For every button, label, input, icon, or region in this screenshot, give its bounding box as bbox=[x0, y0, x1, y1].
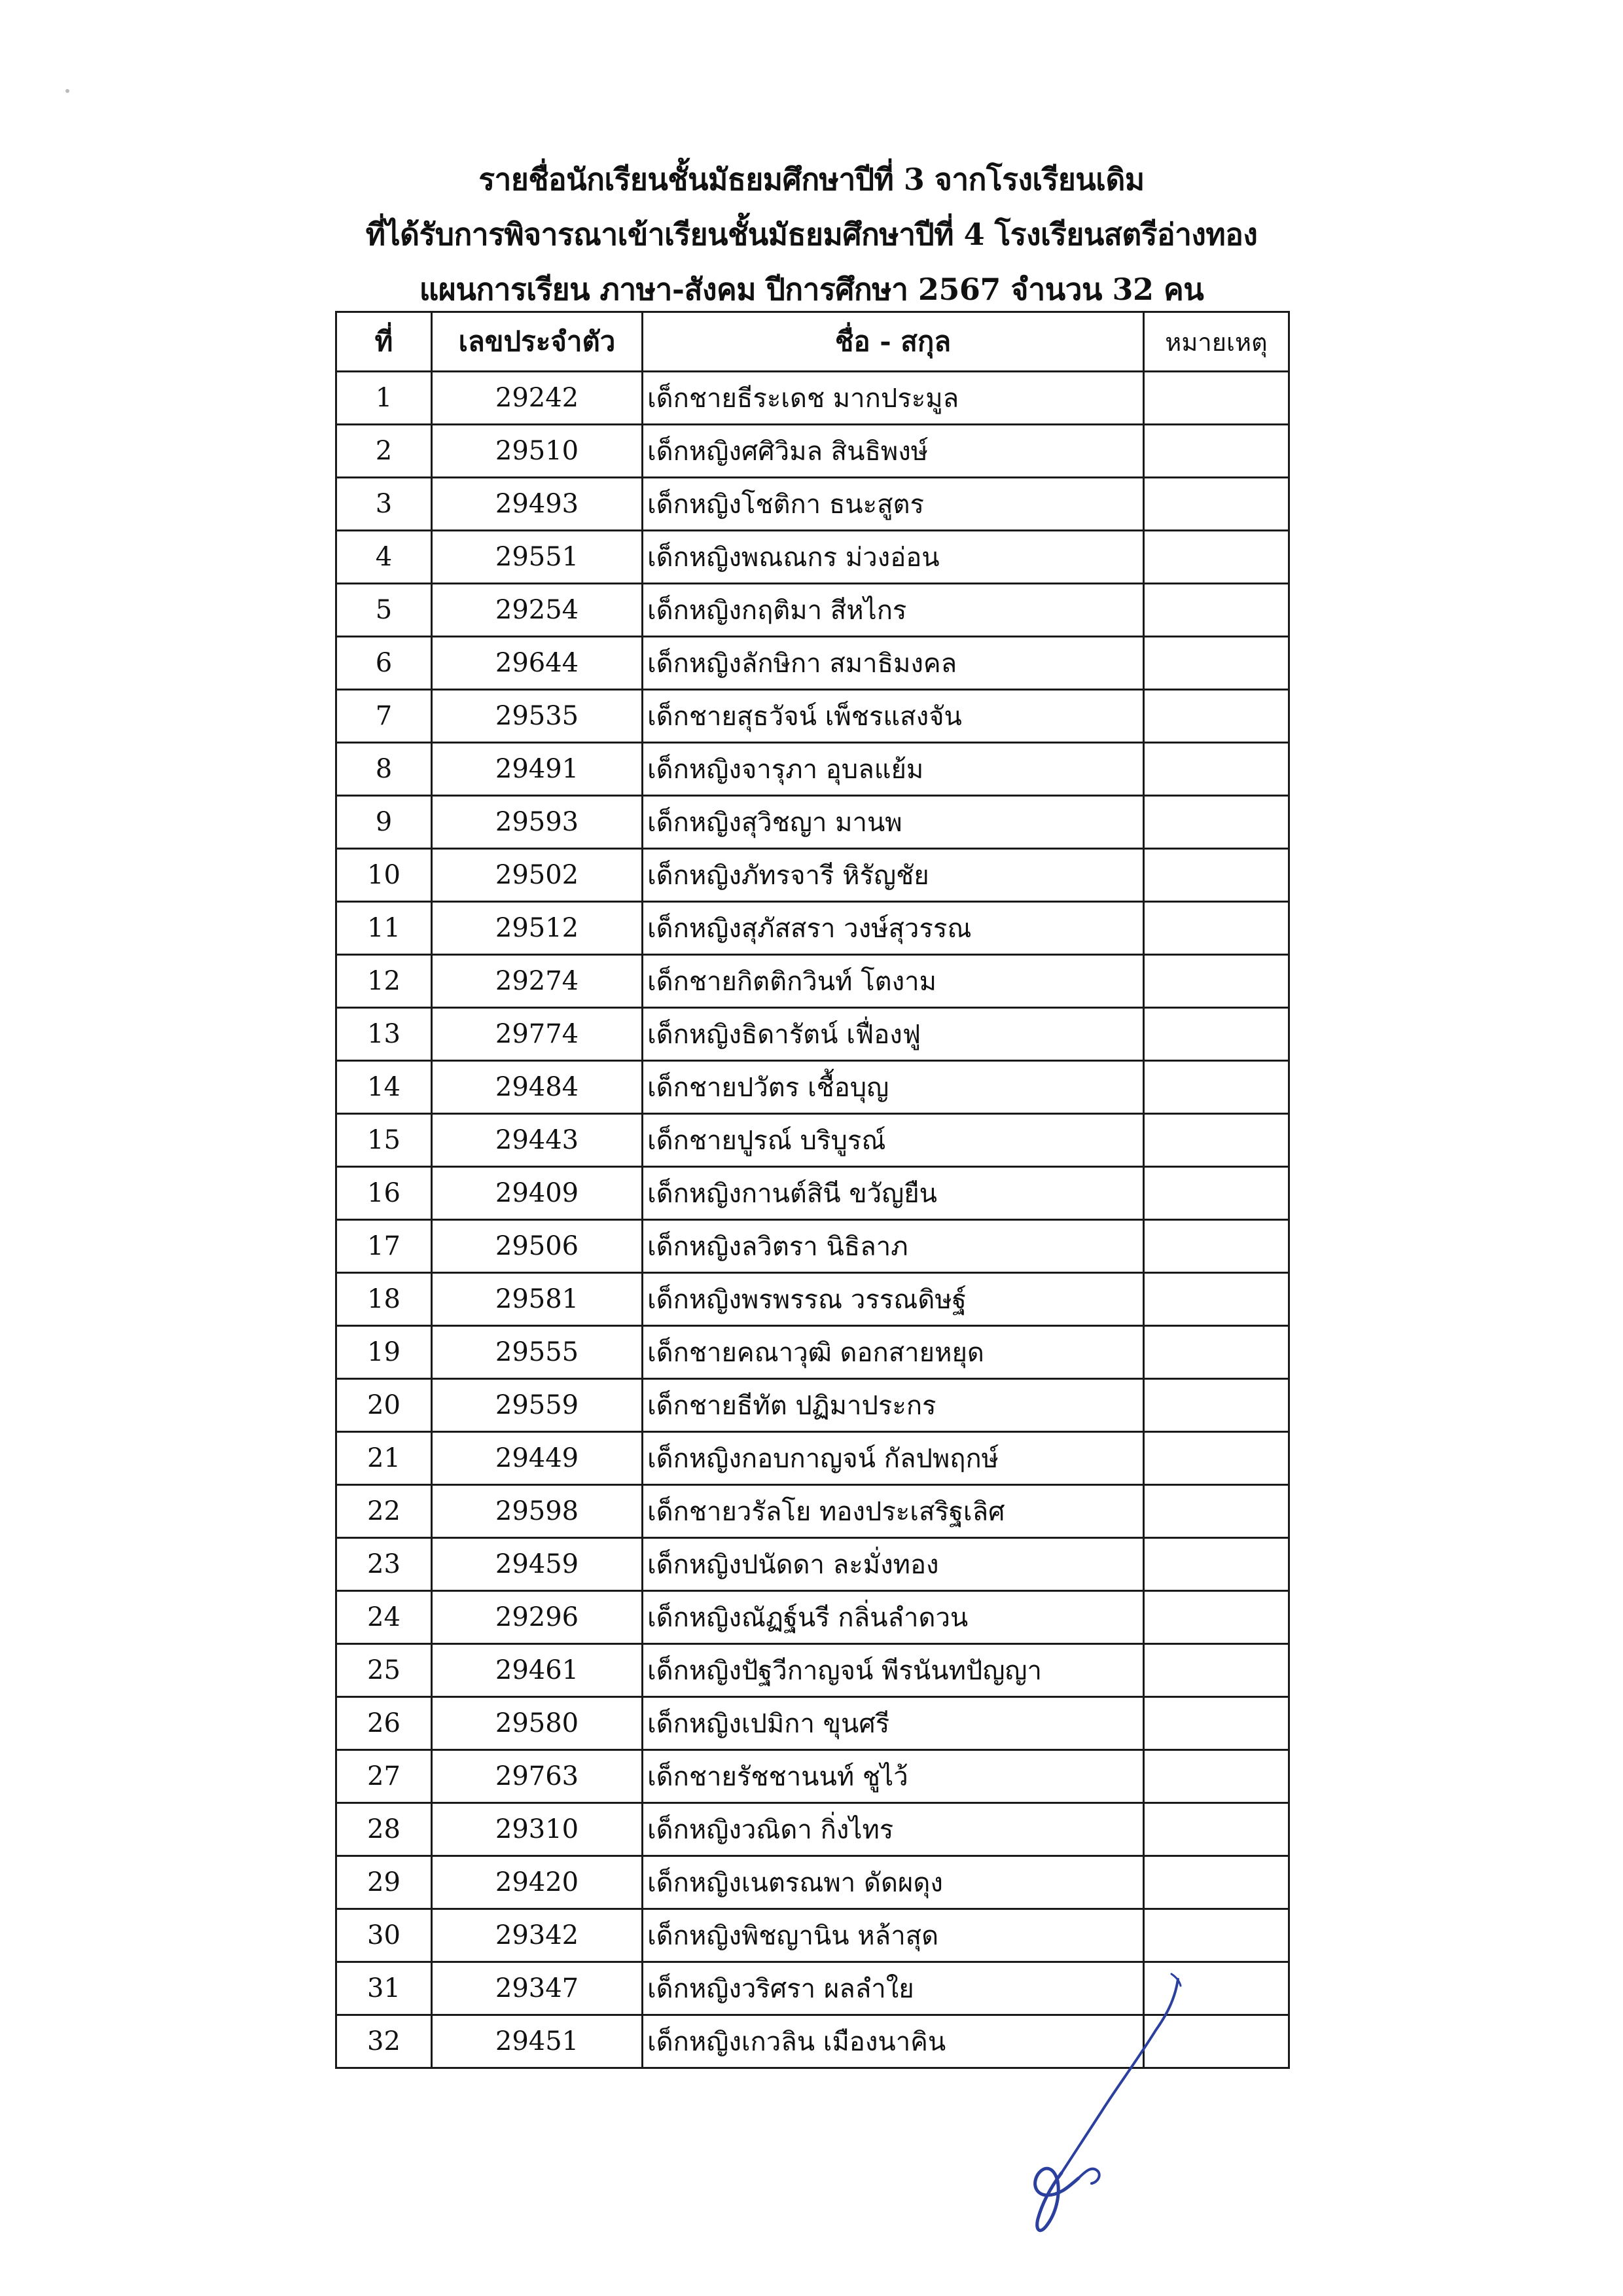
row-number: 6 bbox=[336, 637, 432, 690]
row-number: 14 bbox=[336, 1061, 432, 1114]
col-header-remarks: หมายเหตุ bbox=[1144, 312, 1289, 372]
remark bbox=[1144, 1114, 1289, 1167]
student-name: เด็กหญิงเปมิกา ขุนศรี bbox=[643, 1697, 1144, 1750]
row-number: 29 bbox=[336, 1856, 432, 1909]
table-row bbox=[336, 796, 1289, 849]
student-name: เด็กชายคณาวุฒิ ดอกสายหยุด bbox=[643, 1326, 1144, 1379]
remark bbox=[1144, 1750, 1289, 1803]
remark bbox=[1144, 1432, 1289, 1485]
student-id: 29449 bbox=[432, 1432, 643, 1485]
table-row bbox=[336, 2015, 1289, 2068]
remark bbox=[1144, 2015, 1289, 2068]
remark bbox=[1144, 796, 1289, 849]
student-id: 29491 bbox=[432, 743, 643, 796]
title-line-1: รายชื่อนักเรียนชั้นมัธยมศึกษาปีที่ 3 จากโรงเรียนเดิม bbox=[478, 162, 1145, 197]
table-row bbox=[336, 1008, 1289, 1061]
table-row bbox=[336, 955, 1289, 1008]
student-name: เด็กหญิงธิดารัตน์ เฟื่องฟู bbox=[643, 1008, 1144, 1061]
row-number: 24 bbox=[336, 1591, 432, 1644]
student-name: เด็กหญิงพณณกร ม่วงอ่อน bbox=[643, 531, 1144, 584]
table-row bbox=[336, 902, 1289, 955]
table-row bbox=[336, 637, 1289, 690]
table-row bbox=[336, 1591, 1289, 1644]
student-name: เด็กหญิงภัทรจารี หิรัญชัย bbox=[643, 849, 1144, 902]
remark bbox=[1144, 637, 1289, 690]
remark bbox=[1144, 1167, 1289, 1220]
scan-speck bbox=[65, 89, 69, 93]
table-row bbox=[336, 531, 1289, 584]
student-name: เด็กหญิงเกวลิน เมืองนาคิน bbox=[643, 2015, 1144, 2068]
remark bbox=[1144, 372, 1289, 425]
remark bbox=[1144, 1220, 1289, 1273]
row-number: 21 bbox=[336, 1432, 432, 1485]
row-number: 25 bbox=[336, 1644, 432, 1697]
table-row bbox=[336, 1432, 1289, 1485]
student-name: เด็กหญิงศศิวิมล สินธิพงษ์ bbox=[643, 425, 1144, 478]
student-name: เด็กชายสุธวัจน์ เพ็ชรแสงจัน bbox=[643, 690, 1144, 743]
student-name: เด็กหญิงณัฏฐ์นรี กลิ่นลำดวน bbox=[643, 1591, 1144, 1644]
remark bbox=[1144, 902, 1289, 955]
student-name: เด็กหญิงพรพรรณ วรรณดิษฐ์ bbox=[643, 1273, 1144, 1326]
student-id: 29274 bbox=[432, 955, 643, 1008]
row-number: 26 bbox=[336, 1697, 432, 1750]
remark bbox=[1144, 1273, 1289, 1326]
student-id: 29484 bbox=[432, 1061, 643, 1114]
table-row bbox=[336, 1485, 1289, 1538]
row-number: 23 bbox=[336, 1538, 432, 1591]
student-name: เด็กหญิงลวิตรา นิธิลาภ bbox=[643, 1220, 1144, 1273]
row-number: 15 bbox=[336, 1114, 432, 1167]
row-number: 7 bbox=[336, 690, 432, 743]
student-name: เด็กหญิงจารุภา อุบลแย้ม bbox=[643, 743, 1144, 796]
remark bbox=[1144, 478, 1289, 531]
student-name: เด็กหญิงปนัดดา ละมั่งทอง bbox=[643, 1538, 1144, 1591]
row-number: 9 bbox=[336, 796, 432, 849]
student-id: 29420 bbox=[432, 1856, 643, 1909]
row-number: 11 bbox=[336, 902, 432, 955]
title-line-3: แผนการเรียน ภาษา-สังคม ปีการศึกษา 2567 จำนวน 32 คน bbox=[419, 272, 1204, 307]
remark bbox=[1144, 1803, 1289, 1856]
col-header-full-name: ชื่อ - สกุล bbox=[643, 312, 1144, 372]
student-name: เด็กชายวรัลโย ทองประเสริฐเลิศ bbox=[643, 1485, 1144, 1538]
student-name: เด็กหญิงกฤติมา สีหไกร bbox=[643, 584, 1144, 637]
row-number: 13 bbox=[336, 1008, 432, 1061]
student-id: 29409 bbox=[432, 1167, 643, 1220]
remark bbox=[1144, 1379, 1289, 1432]
row-number: 19 bbox=[336, 1326, 432, 1379]
student-id: 29512 bbox=[432, 902, 643, 955]
table-row bbox=[336, 425, 1289, 478]
remark bbox=[1144, 531, 1289, 584]
remark bbox=[1144, 955, 1289, 1008]
table-row bbox=[336, 1962, 1289, 2015]
remark bbox=[1144, 1061, 1289, 1114]
row-number: 32 bbox=[336, 2015, 432, 2068]
remark bbox=[1144, 849, 1289, 902]
table-row bbox=[336, 478, 1289, 531]
student-id: 29559 bbox=[432, 1379, 643, 1432]
student-name: เด็กชายกิตติกวินท์ โตงาม bbox=[643, 955, 1144, 1008]
student-name: เด็กหญิงโชติกา ธนะสูตร bbox=[643, 478, 1144, 531]
row-number: 8 bbox=[336, 743, 432, 796]
student-name: เด็กหญิงกอบกาญจน์ กัลปพฤกษ์ bbox=[643, 1432, 1144, 1485]
remark bbox=[1144, 584, 1289, 637]
student-name: เด็กชายปูรณ์ บริบูรณ์ bbox=[643, 1114, 1144, 1167]
row-number: 16 bbox=[336, 1167, 432, 1220]
student-id: 29506 bbox=[432, 1220, 643, 1273]
remark bbox=[1144, 1008, 1289, 1061]
table-row bbox=[336, 1379, 1289, 1432]
row-number: 4 bbox=[336, 531, 432, 584]
row-number: 28 bbox=[336, 1803, 432, 1856]
table-row bbox=[336, 372, 1289, 425]
student-id: 29342 bbox=[432, 1909, 643, 1962]
student-name: เด็กหญิงสุวิชญา มานพ bbox=[643, 796, 1144, 849]
student-id: 29774 bbox=[432, 1008, 643, 1061]
student-name: เด็กหญิงกานต์สินี ขวัญยืน bbox=[643, 1167, 1144, 1220]
student-id: 29502 bbox=[432, 849, 643, 902]
student-id: 29581 bbox=[432, 1273, 643, 1326]
student-id: 29493 bbox=[432, 478, 643, 531]
student-id: 29347 bbox=[432, 1962, 643, 2015]
table-row bbox=[336, 1220, 1289, 1273]
student-id: 29535 bbox=[432, 690, 643, 743]
table-row bbox=[336, 1167, 1289, 1220]
remark bbox=[1144, 1485, 1289, 1538]
student-id: 29580 bbox=[432, 1697, 643, 1750]
remark bbox=[1144, 1856, 1289, 1909]
student-id: 29593 bbox=[432, 796, 643, 849]
remark bbox=[1144, 1909, 1289, 1962]
table-body bbox=[336, 372, 1289, 2068]
student-name: เด็กชายรัชชานนท์ ชูไว้ bbox=[643, 1750, 1144, 1803]
table-row bbox=[336, 1856, 1289, 1909]
table-header-row bbox=[336, 312, 1289, 372]
title-line-2: ที่ได้รับการพิจารณาเข้าเรียนชั้นมัธยมศึกษาปีที่ 4 โรงเรียนสตรีอ่างทอง bbox=[365, 217, 1258, 252]
row-number: 12 bbox=[336, 955, 432, 1008]
table-row bbox=[336, 1326, 1289, 1379]
row-number: 20 bbox=[336, 1379, 432, 1432]
row-number: 22 bbox=[336, 1485, 432, 1538]
student-name: เด็กหญิงเนตรณพา ดัดผดุง bbox=[643, 1856, 1144, 1909]
row-number: 18 bbox=[336, 1273, 432, 1326]
row-number: 30 bbox=[336, 1909, 432, 1962]
student-id: 29510 bbox=[432, 425, 643, 478]
table-row bbox=[336, 1697, 1289, 1750]
table-row bbox=[336, 1538, 1289, 1591]
row-number: 1 bbox=[336, 372, 432, 425]
student-roster-table bbox=[335, 311, 1290, 2069]
remark bbox=[1144, 1962, 1289, 2015]
remark bbox=[1144, 1697, 1289, 1750]
row-number: 31 bbox=[336, 1962, 432, 2015]
student-id: 29551 bbox=[432, 531, 643, 584]
table-row bbox=[336, 690, 1289, 743]
student-id: 29310 bbox=[432, 1803, 643, 1856]
row-number: 2 bbox=[336, 425, 432, 478]
student-id: 29763 bbox=[432, 1750, 643, 1803]
row-number: 3 bbox=[336, 478, 432, 531]
col-header-number: ที่ bbox=[336, 312, 432, 372]
remark bbox=[1144, 1644, 1289, 1697]
col-header-student-id: เลขประจำตัว bbox=[432, 312, 643, 372]
student-name: เด็กหญิงวริศรา ผลลำใย bbox=[643, 1962, 1144, 2015]
table-row bbox=[336, 1750, 1289, 1803]
student-name: เด็กชายธีระเดช มากประมูล bbox=[643, 372, 1144, 425]
row-number: 10 bbox=[336, 849, 432, 902]
remark bbox=[1144, 425, 1289, 478]
student-id: 29461 bbox=[432, 1644, 643, 1697]
student-id: 29443 bbox=[432, 1114, 643, 1167]
table-row bbox=[336, 1803, 1289, 1856]
student-name: เด็กหญิงปัฐวีกาญจน์ พีรนันทปัญญา bbox=[643, 1644, 1144, 1697]
table-row bbox=[336, 1644, 1289, 1697]
remark bbox=[1144, 743, 1289, 796]
student-name: เด็กชายธีทัต ปฏิมาประกร bbox=[643, 1379, 1144, 1432]
student-name: เด็กหญิงวณิดา กิ่งไทร bbox=[643, 1803, 1144, 1856]
student-id: 29555 bbox=[432, 1326, 643, 1379]
student-name: เด็กหญิงสุภัสสรา วงษ์สุวรรณ bbox=[643, 902, 1144, 955]
student-id: 29254 bbox=[432, 584, 643, 637]
student-name: เด็กหญิงลักษิกา สมาธิมงคล bbox=[643, 637, 1144, 690]
row-number: 5 bbox=[336, 584, 432, 637]
row-number: 27 bbox=[336, 1750, 432, 1803]
table-row bbox=[336, 584, 1289, 637]
remark bbox=[1144, 1591, 1289, 1644]
student-id: 29296 bbox=[432, 1591, 643, 1644]
student-name: เด็กหญิงพิชญานิน หล้าสุด bbox=[643, 1909, 1144, 1962]
student-id: 29598 bbox=[432, 1485, 643, 1538]
remark bbox=[1144, 1538, 1289, 1591]
table-row bbox=[336, 1273, 1289, 1326]
document-title bbox=[0, 152, 1623, 317]
student-id: 29459 bbox=[432, 1538, 643, 1591]
student-id: 29644 bbox=[432, 637, 643, 690]
remark bbox=[1144, 1326, 1289, 1379]
table-row bbox=[336, 743, 1289, 796]
table-row bbox=[336, 1114, 1289, 1167]
table-row bbox=[336, 849, 1289, 902]
remark bbox=[1144, 690, 1289, 743]
student-id: 29242 bbox=[432, 372, 643, 425]
table-row bbox=[336, 1909, 1289, 1962]
table-row bbox=[336, 1061, 1289, 1114]
row-number: 17 bbox=[336, 1220, 432, 1273]
student-name: เด็กชายปวัตร เชื้อบุญ bbox=[643, 1061, 1144, 1114]
student-id: 29451 bbox=[432, 2015, 643, 2068]
